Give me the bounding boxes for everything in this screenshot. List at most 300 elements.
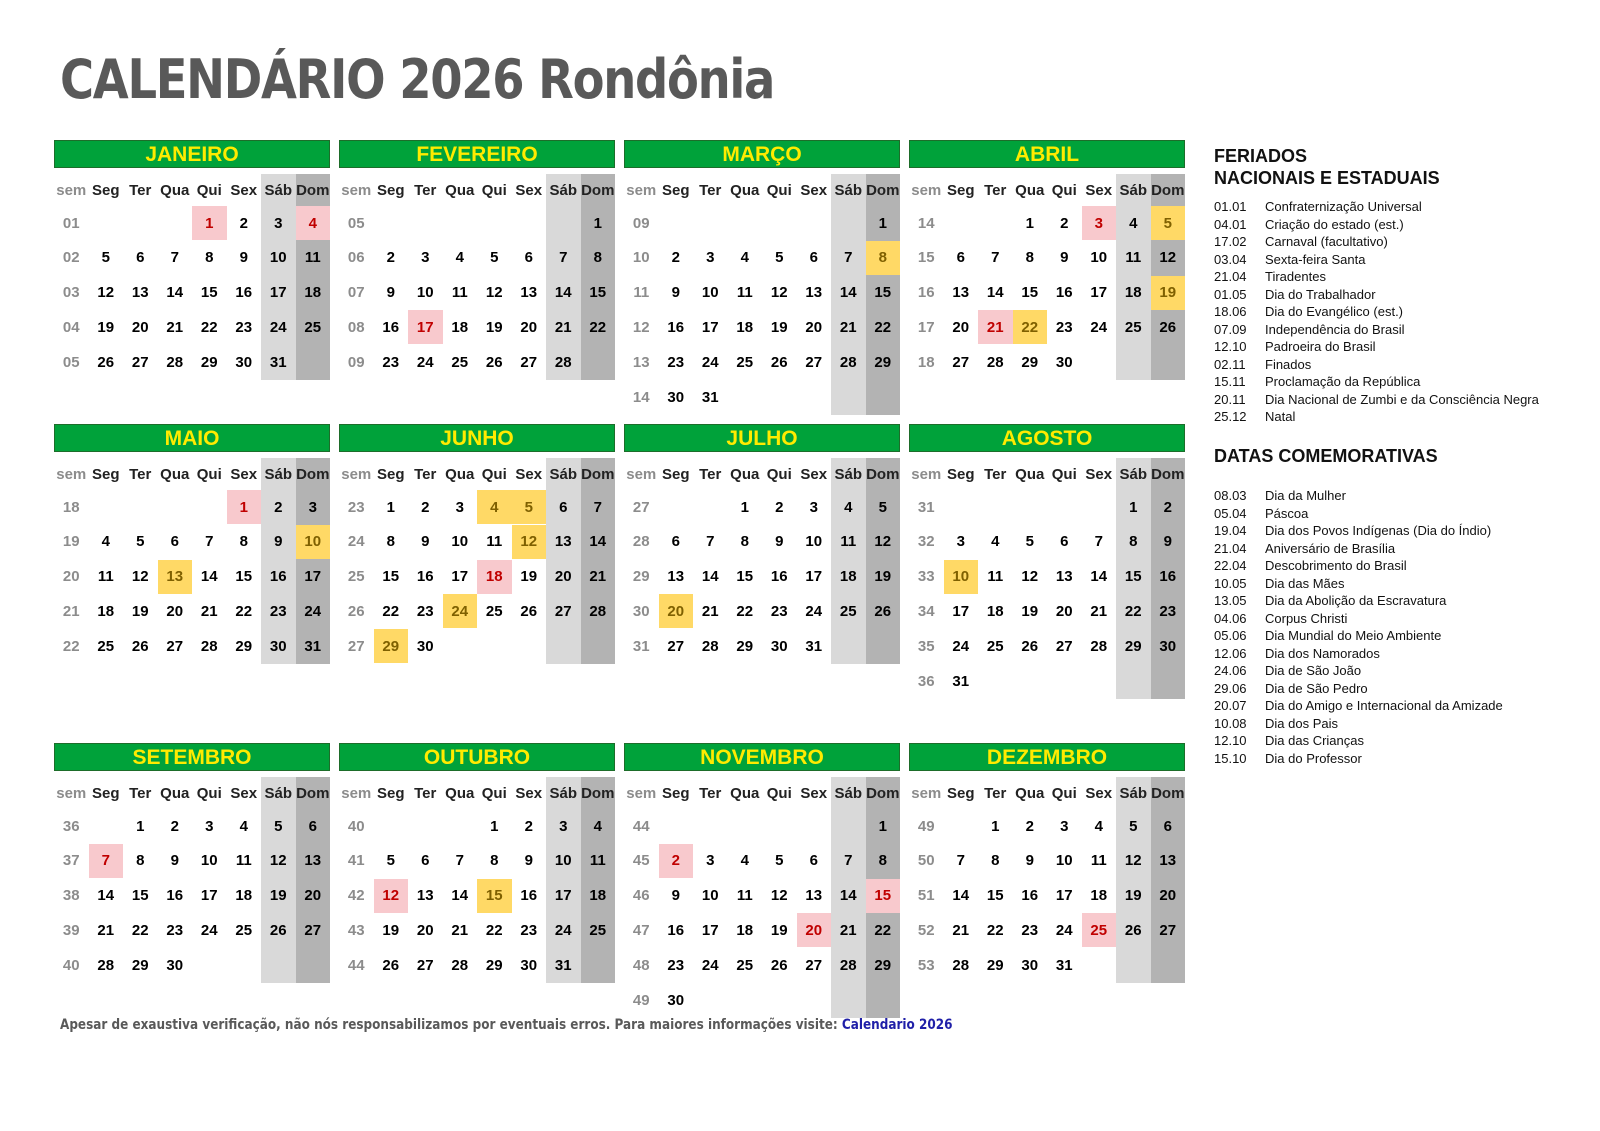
footer-link[interactable]: Calendario 2026 [841, 1017, 953, 1033]
day-cell: 26 [1021, 637, 1039, 655]
day-cell: 6 [170, 533, 179, 551]
day-cell: 4 [296, 206, 331, 240]
day-cell: 10 [416, 284, 434, 302]
day-cell: 22 [1124, 602, 1142, 620]
day-cell: 2 [1060, 214, 1069, 232]
day-cell: 27 [416, 956, 434, 974]
day-cell: 10 [451, 533, 469, 551]
weekday-header: Seg [946, 465, 975, 483]
day-cell: 17 [701, 921, 719, 939]
weekday-header: Qui [196, 784, 222, 802]
day-cell: 6 [524, 249, 533, 267]
day-cell: 26 [485, 353, 503, 371]
list-item [1214, 392, 1539, 410]
day-cell: 27 [667, 637, 685, 655]
list-item-date: 19.04 [1214, 523, 1247, 538]
day-cell: 9 [170, 852, 179, 870]
weekday-header: Qua [445, 465, 475, 483]
weekday-header: Sex [800, 181, 828, 199]
week-number: 30 [632, 602, 650, 620]
day-cell: 30 [416, 637, 434, 655]
week-number: 36 [917, 672, 935, 690]
day-cell: 19 [485, 318, 503, 336]
day-cell: 4 [991, 533, 1000, 551]
day-cell: 13 [1159, 852, 1177, 870]
day-cell: 24 [443, 594, 478, 628]
day-cell: 10 [269, 249, 287, 267]
list-item-name: Dia da Mulher [1265, 488, 1346, 503]
day-cell: 18 [1090, 887, 1108, 905]
weekday-header: Sáb [264, 465, 292, 483]
day-cell: 18 [589, 887, 607, 905]
day-cell: 2 [274, 498, 283, 516]
day-cell: 21 [978, 310, 1013, 344]
day-cell: 29 [1124, 637, 1142, 655]
day-cell: 21 [451, 921, 469, 939]
day-cell: 8 [386, 533, 395, 551]
weekday-header: Seg [946, 181, 975, 199]
day-cell: 28 [952, 956, 970, 974]
list-item [1214, 322, 1539, 340]
list-item-date: 25.12 [1214, 409, 1247, 424]
day-cell: 17 [1090, 284, 1108, 302]
list-item [1214, 541, 1503, 559]
day-cell: 14 [701, 568, 719, 586]
week-number: 39 [62, 921, 80, 939]
weekday-header: sem [626, 465, 657, 483]
week-number: 25 [347, 568, 365, 586]
day-cell: 23 [235, 318, 253, 336]
weekday-header: Sex [515, 181, 543, 199]
week-number: 04 [62, 318, 80, 336]
list-item-name: Descobrimento do Brasil [1265, 558, 1407, 573]
day-cell: 6 [671, 533, 680, 551]
list-item-name: Aniversário de Brasília [1265, 540, 1396, 556]
week-number: 03 [62, 284, 80, 302]
day-cell: 27 [520, 353, 538, 371]
day-cell: 23 [770, 602, 788, 620]
list-item-name: Corpus Christi [1265, 610, 1348, 626]
week-number: 14 [632, 388, 650, 406]
list-item-name: Dia Mundial do Meio Ambiente [1265, 628, 1442, 643]
weekday-header: Qua [160, 181, 190, 199]
weekday-header: Dom [1151, 181, 1185, 199]
weekday-header: Seg [91, 784, 120, 802]
list-item-date: 12.10 [1214, 339, 1247, 354]
day-cell: 18 [451, 318, 469, 336]
day-cell: 28 [986, 353, 1004, 371]
weekday-header: Seg [376, 465, 405, 483]
list-item [1214, 339, 1539, 357]
weekday-header: Qua [160, 465, 190, 483]
day-cell: 10 [1090, 249, 1108, 267]
day-cell: 1 [490, 817, 499, 835]
day-cell: 9 [1025, 852, 1034, 870]
weekday-header: Qui [1051, 181, 1077, 199]
list-item-date: 08.03 [1214, 488, 1247, 503]
day-cell: 8 [878, 852, 887, 870]
weekday-header: Dom [296, 784, 330, 802]
list-item [1214, 269, 1539, 287]
day-cell: 10 [1055, 852, 1073, 870]
day-cell: 7 [991, 249, 1000, 267]
week-number: 43 [347, 921, 365, 939]
list-item-name: Dia das Crianças [1265, 733, 1364, 748]
month-name: AGOSTO [909, 424, 1185, 452]
day-cell: 14 [554, 284, 572, 302]
day-cell: 23 [1159, 602, 1177, 620]
week-number: 27 [632, 498, 650, 516]
weekday-header: Qua [730, 784, 760, 802]
day-cell: 16 [667, 318, 685, 336]
day-cell: 26 [131, 637, 149, 655]
weekday-header: Sex [800, 784, 828, 802]
list-item [1214, 576, 1503, 594]
day-cell: 29 [200, 353, 218, 371]
list-item-date: 17.02 [1214, 234, 1247, 249]
list-item-date: 01.01 [1214, 199, 1247, 214]
day-cell: 15 [477, 879, 512, 913]
weekday-header: Qua [1015, 784, 1045, 802]
weekday-header: Qui [196, 181, 222, 199]
day-cell: 2 [170, 817, 179, 835]
weekday-header: Qua [445, 181, 475, 199]
weekday-header: Qui [481, 181, 507, 199]
day-cell: 13 [805, 887, 823, 905]
day-cell: 29 [485, 956, 503, 974]
week-number: 34 [917, 602, 935, 620]
day-cell: 17 [701, 318, 719, 336]
week-number: 11 [633, 284, 650, 302]
weekday-header: Dom [296, 465, 330, 483]
day-cell: 19 [874, 568, 892, 586]
month-1 [54, 140, 330, 371]
day-cell: 1 [878, 214, 887, 232]
day-cell: 16 [1021, 887, 1039, 905]
day-cell: 12 [874, 533, 892, 551]
day-cell: 10 [554, 852, 572, 870]
day-cell: 16 [382, 318, 400, 336]
day-cell: 21 [200, 602, 218, 620]
day-cell: 25 [1124, 318, 1142, 336]
day-cell: 13 [952, 284, 970, 302]
weekday-header: Qua [160, 784, 190, 802]
day-cell: 29 [235, 637, 253, 655]
day-cell: 31 [1055, 956, 1073, 974]
day-cell: 22 [382, 602, 400, 620]
week-number: 48 [632, 956, 650, 974]
day-cell: 21 [554, 318, 572, 336]
list-item-date: 24.06 [1214, 663, 1247, 678]
list-item-name: Dia de São João [1265, 663, 1362, 678]
day-cell: 10 [944, 560, 979, 594]
weekday-header: sem [911, 181, 942, 199]
weekday-header: Qui [196, 465, 222, 483]
day-cell: 10 [701, 284, 719, 302]
weekday-header: Sáb [264, 181, 292, 199]
day-cell: 13 [158, 560, 193, 594]
day-cell: 19 [1124, 887, 1142, 905]
day-cell: 2 [421, 498, 430, 516]
day-cell: 4 [1129, 214, 1138, 232]
weekday-header: Seg [91, 181, 120, 199]
day-cell: 18 [986, 602, 1004, 620]
day-cell: 15 [874, 284, 892, 302]
day-cell: 30 [770, 637, 788, 655]
weekday-header: Dom [581, 465, 615, 483]
day-cell: 30 [1021, 956, 1039, 974]
week-number: 19 [62, 533, 80, 551]
day-cell: 23 [520, 921, 538, 939]
week-number: 14 [917, 214, 935, 232]
list-item [1214, 357, 1539, 375]
day-cell: 22 [1013, 310, 1048, 344]
day-cell: 4 [593, 817, 602, 835]
weekday-header: Sex [230, 465, 258, 483]
holidays-title-line2: NACIONAIS E ESTADUAIS [1214, 168, 1440, 188]
week-number: 31 [632, 637, 650, 655]
weekday-header: Qua [1015, 181, 1045, 199]
day-cell: 28 [589, 602, 607, 620]
weekday-header: Ter [129, 181, 152, 199]
day-cell: 19 [1021, 602, 1039, 620]
weekday-header: Qui [1051, 784, 1077, 802]
day-cell: 5 [775, 249, 784, 267]
day-cell: 24 [304, 602, 322, 620]
day-cell: 27 [554, 602, 572, 620]
day-cell: 9 [1060, 249, 1069, 267]
day-cell: 3 [809, 498, 818, 516]
day-cell: 14 [1090, 568, 1108, 586]
day-cell: 22 [589, 318, 607, 336]
day-cell: 1 [1025, 214, 1034, 232]
day-cell: 1 [740, 498, 749, 516]
day-cell: 28 [166, 353, 184, 371]
day-cell: 21 [97, 921, 115, 939]
day-cell: 16 [667, 921, 685, 939]
day-cell: 24 [952, 637, 970, 655]
list-item [1214, 252, 1539, 270]
week-number: 35 [917, 637, 935, 655]
week-number: 49 [917, 817, 935, 835]
week-number: 49 [632, 991, 650, 1009]
list-item [1214, 217, 1539, 235]
day-cell: 20 [952, 318, 970, 336]
day-cell: 15 [200, 284, 218, 302]
day-cell: 20 [805, 318, 823, 336]
weekday-header: Sex [1085, 181, 1113, 199]
day-cell: 24 [701, 956, 719, 974]
day-cell: 20 [131, 318, 149, 336]
weekday-header: Ter [414, 465, 437, 483]
day-cell: 20 [1055, 602, 1073, 620]
day-cell: 15 [866, 879, 901, 913]
day-cell: 15 [382, 568, 400, 586]
list-item-name: Carnaval (facultativo) [1265, 234, 1388, 249]
day-cell: 2 [524, 817, 533, 835]
day-cell: 31 [952, 672, 970, 690]
list-item-name: Dia Nacional de Zumbi e da Consciência Negra [1265, 391, 1539, 407]
weekday-header: Dom [581, 784, 615, 802]
day-cell: 7 [593, 498, 602, 516]
weekday-header: Sáb [834, 784, 862, 802]
week-number: 07 [347, 284, 365, 302]
day-cell: 11 [486, 533, 503, 551]
list-item-name: Dia do Professor [1265, 750, 1362, 766]
day-cell: 5 [490, 249, 499, 267]
week-number: 37 [62, 852, 80, 870]
day-cell: 7 [455, 852, 464, 870]
week-number: 38 [62, 887, 80, 905]
day-cell: 30 [1159, 637, 1177, 655]
weekday-header: Ter [699, 784, 722, 802]
list-item-name: Dia da Abolição da Escravatura [1265, 593, 1447, 608]
day-cell: 15 [736, 568, 754, 586]
list-item [1214, 523, 1503, 541]
day-cell: 9 [671, 284, 680, 302]
day-cell: 7 [559, 249, 568, 267]
day-cell: 1 [1129, 498, 1138, 516]
day-cell: 23 [269, 602, 287, 620]
week-number: 12 [632, 318, 650, 336]
week-number: 09 [347, 353, 365, 371]
day-cell: 26 [269, 921, 287, 939]
day-cell: 25 [304, 318, 322, 336]
day-cell: 17 [408, 310, 443, 344]
day-cell: 31 [701, 388, 719, 406]
week-number: 33 [917, 568, 935, 586]
day-cell: 5 [775, 852, 784, 870]
day-cell: 7 [1094, 533, 1103, 551]
day-cell: 21 [839, 318, 857, 336]
weekday-header: Ter [129, 784, 152, 802]
weekday-header: Seg [661, 181, 690, 199]
day-cell: 11 [840, 533, 857, 551]
day-cell: 25 [235, 921, 253, 939]
day-cell: 7 [956, 852, 965, 870]
week-number: 51 [917, 887, 935, 905]
list-item-date: 02.11 [1214, 356, 1246, 372]
month-10 [339, 743, 615, 974]
weekday-header: Ter [699, 181, 722, 199]
day-cell: 1 [227, 490, 262, 524]
list-item-name: Dia dos Namorados [1265, 645, 1380, 661]
week-number: 44 [347, 956, 365, 974]
day-cell: 16 [1159, 568, 1177, 586]
day-cell: 6 [1163, 817, 1172, 835]
weekday-header: Dom [866, 181, 900, 199]
list-item-name: Dia do Evangélico (est.) [1265, 304, 1404, 319]
day-cell: 26 [874, 602, 892, 620]
day-cell: 19 [382, 921, 400, 939]
week-number: 20 [62, 568, 80, 586]
day-cell: 17 [554, 887, 572, 905]
day-cell: 3 [559, 817, 568, 835]
list-item [1214, 287, 1539, 305]
day-cell: 22 [200, 318, 218, 336]
day-cell: 12 [770, 887, 788, 905]
footer-text: Apesar de exaustiva verificação, não nós responsabilizamos por eventuais erros. Para maiores informações visite: [60, 1017, 842, 1033]
day-cell: 27 [805, 956, 823, 974]
day-cell: 12 [770, 284, 788, 302]
day-cell: 6 [421, 852, 430, 870]
day-cell: 18 [736, 318, 754, 336]
day-cell: 18 [736, 921, 754, 939]
list-item-name: Dia das Mães [1265, 575, 1345, 591]
day-cell: 5 [274, 817, 283, 835]
week-number: 23 [347, 498, 365, 516]
day-cell: 20 [304, 887, 322, 905]
list-item-date: 05.06 [1214, 628, 1247, 643]
weekday-header: sem [56, 465, 87, 483]
list-item-date: 22.04 [1214, 558, 1247, 573]
day-cell: 4 [1094, 817, 1103, 835]
month-2 [339, 140, 615, 371]
weekday-header: Qua [730, 181, 760, 199]
month-name: JULHO [624, 424, 900, 452]
day-cell: 7 [89, 844, 124, 878]
day-cell: 5 [136, 533, 145, 551]
day-cell: 10 [805, 533, 823, 551]
day-cell: 20 [659, 594, 694, 628]
day-cell: 21 [1090, 602, 1108, 620]
week-number: 27 [347, 637, 365, 655]
day-cell: 16 [520, 887, 538, 905]
day-cell: 20 [520, 318, 538, 336]
week-number: 13 [632, 353, 650, 371]
list-item-date: 03.04 [1214, 251, 1247, 267]
day-cell: 7 [844, 852, 853, 870]
list-item-date: 10.05 [1214, 575, 1247, 591]
day-cell: 18 [235, 887, 253, 905]
day-cell: 1 [136, 817, 145, 835]
day-cell: 25 [1082, 913, 1117, 947]
day-cell: 18 [304, 284, 322, 302]
day-cell: 25 [736, 956, 754, 974]
day-cell: 28 [451, 956, 469, 974]
list-item [1214, 506, 1503, 524]
day-cell: 24 [554, 921, 572, 939]
day-cell: 11 [736, 887, 753, 905]
month-name: DEZEMBRO [909, 743, 1185, 771]
day-cell: 19 [1151, 276, 1186, 310]
day-cell: 29 [1021, 353, 1039, 371]
week-number: 09 [632, 214, 650, 232]
day-cell: 8 [740, 533, 749, 551]
weekday-header: Ter [414, 181, 437, 199]
day-cell: 30 [235, 353, 253, 371]
day-cell: 6 [1060, 533, 1069, 551]
list-item-date: 20.07 [1214, 698, 1247, 713]
list-item-name: Padroeira do Brasil [1265, 339, 1376, 354]
week-number: 36 [62, 817, 80, 835]
day-cell: 9 [274, 533, 283, 551]
week-number: 31 [917, 498, 935, 516]
day-cell: 8 [866, 241, 901, 275]
weekday-header: Sáb [834, 465, 862, 483]
day-cell: 14 [451, 887, 469, 905]
day-cell: 4 [101, 533, 110, 551]
day-cell: 8 [205, 249, 214, 267]
day-cell: 23 [416, 602, 434, 620]
day-cell: 11 [451, 284, 468, 302]
week-number: 40 [347, 817, 365, 835]
day-cell: 25 [986, 637, 1004, 655]
weekday-header: sem [56, 784, 87, 802]
day-cell: 18 [97, 602, 115, 620]
day-cell: 6 [308, 817, 317, 835]
list-item-date: 29.06 [1214, 680, 1247, 696]
